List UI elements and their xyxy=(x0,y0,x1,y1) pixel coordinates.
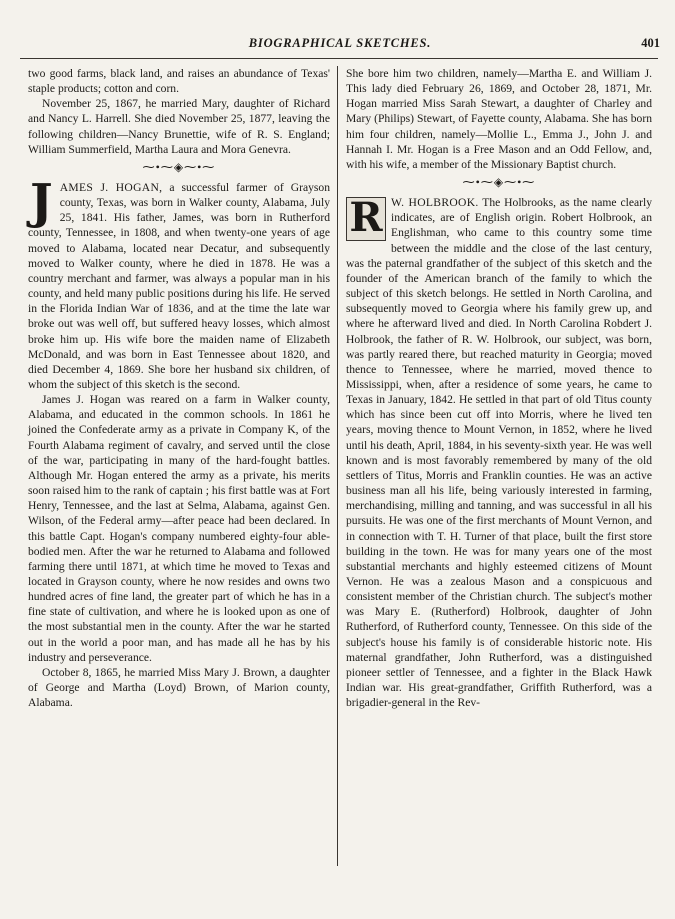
paragraph-text: The Holbrooks, as the name clearly indicates, are of English origin. Robert Holbrook, an Englishman, who came to this country some time between the middle and the close of the last century, was the paternal grandfather of the subject of this sketch and the founder of the American branch of the family to which the subject of this sketch belongs. He settled in North Carolina, and subsequently moved to Georgia where his family grew up, and where he afterward lived and died. In North Carolina Robdert J. Holbrook, the father of R. W. Holbrook, our subject, was born, was partly reared there, but reached maturity in Georgia; moved thence to Tennessee, where he married, moved thence to Mississippi, when, after a residence of some years, he came to Texas in January, 1842. He settled in that part of old Titus county which has since been cut off into Morris, where he lived ten years, moving thence to Mount Vernon, in 1852, where he lived until his death, April, 1884, in his seventy-sixth year. He was well known and is most favorably remembered by many of the old settlers of Titus, Morris and Franklin counties. He was an active business man all his life, being variously interested in farming, merchandising, milling and tanning, and was successful in all his pursuits. He was one of the first merchants of Mount Vernon, and in connection with T. H. Turner of that place, built the first store building in the town. He was for many years one of the most substantial merchants and highly esteemed citizens of Mount Vernon. He was a zealous Mason and a conspicuous and consistent member of the Christian church. The subject's mother was Mary E. (Rutherford) Holbrook, daughter of John Rutherford, of Rutherford county, Tennessee. On this side of the subject's house his family is of considerable historic note. His maternal grandfather, John Rutherford, was a distinguished pioneer settler of Tennessee, and a fighter in the Black Hawk Indian war. His great-grandfather, Griffith Rutherford, was a brigadier-general in the Rev- xyxy=(346,196,652,710)
paragraph: James J. Hogan was reared on a farm in Walker county, Alabama, and educated in the common schools. In 1861 he joined the Confederate army as a private in Company K, of the Fourth Alabama regiment of cavalry, and served until the close of the war, participating in many of the hard-fought battles. Although Mr. Hogan entered the army as a private, his merits soon raised him to the rank of captain ; his first battle was at Fort Henry, Tennessee, and the last at Selma, Alabama, against Gen. Wilson, of the Federal army—after peace had been declared. In this battle Capt. Hogan's company numbered eighty-four able-bodied men. After the war he returned to Alabama and followed farming there until 1871, at which time he moved to Texas and located in Grayson county, where he now resides and owns two hundred acres of fine land, the greater part of which he has in a fine state of cultivation, and where he is looked upon as one of the most substantial men in the county. After the war he started out in the world a poor man, and has made all he has by his industry and perseverance. xyxy=(28,393,331,664)
paragraph: October 8, 1865, he married Miss Mary J. Brown, a daughter of George and Martha (Loyd) Brown, of Marion county, Alabama. xyxy=(28,665,330,710)
hogan-intro-paragraph xyxy=(28,173,330,392)
paragraph: two good farms, black land, and raises an abundance of Texas' staple products; cotton and corn. xyxy=(28,67,330,96)
paragraph-text: a successful farmer of Grayson county, Texas, was born in Walker county, Alabama, July 25, 1841. His father, James, was born in Rutherford county, Tennessee, in 1808, and when twenty-one years of age moved to Alabama, located near Decatur, and subsequently moved to Walker county, where he died in 1878. He was a country merchant and farmer, was always a popular man in his county, and held many public positions during his life. He served in the Florida Indian War of 1836, and at the time the late war broke out was well off, but suffered heavy losses, which almost broke him up. His wife bore the maiden name of Elizabeth McDonald, and was born in East Tennessee about 1820, and died December 4, 1869. She bore her husband six children, of whom the subject of this sketch is the second. xyxy=(28,180,330,391)
section-ornament: ⁓•⁓◈⁓•⁓ xyxy=(462,175,536,190)
holbrook-intro-paragraph xyxy=(346,195,652,710)
page-number: 401 xyxy=(641,36,660,50)
header-rule xyxy=(20,58,658,59)
column-divider xyxy=(337,66,338,866)
subject-name: AMES J. HOGAN, xyxy=(59,180,163,194)
drop-cap: R xyxy=(346,197,386,241)
page-header xyxy=(20,36,660,54)
running-title: BIOGRAPHICAL SKETCHES. xyxy=(248,36,432,50)
subject-name: W. HOLBROOK. xyxy=(391,196,479,210)
drop-cap: J xyxy=(30,173,53,230)
section-ornament: ⁓•⁓◈⁓•⁓ xyxy=(142,159,216,174)
paragraph: November 25, 1867, he married Mary, daughter of Richard and Nancy L. Harrell. She died November 25, 1877, leaving the following children—Nancy Brunettie, wife of R. S. England; William Summerfield, Martha Laura and Mora Genevra. xyxy=(28,97,330,156)
right-column xyxy=(346,66,652,710)
left-column xyxy=(28,66,330,710)
paragraph: She bore him two children, namely—Martha E. and William J. This lady died February 26, 1869, and October 28, 1871, Mr. Hogan married Miss Sarah Stewart, a daughter of Charley and Mary (Philips) Stewart, of Fayette county, Alabama. She has born him four children, namely—Mollie L., Emma J., John J. and Hannah I. Mr. Hogan is a Free Mason and an Odd Fellow, and, with his wife, a member of the Missionary Baptist church. xyxy=(346,67,652,171)
